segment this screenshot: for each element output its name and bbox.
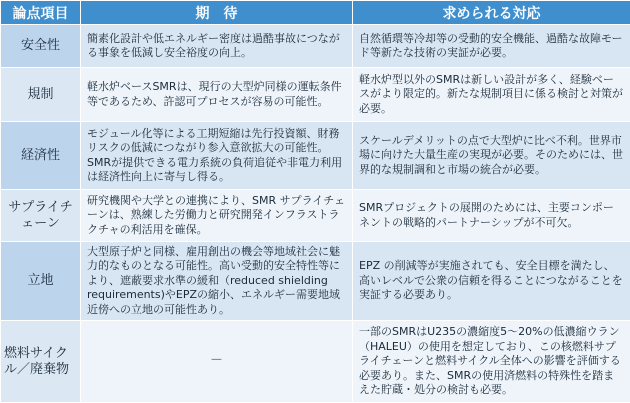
- table-row: [1, 242, 630, 321]
- expectation-cell: 軽水炉ベースSMRは、現行の大型炉同様の運転条件等であるため、許認可プロセスが容易の可能性。: [81, 68, 353, 122]
- topic-cell: 安全性: [1, 25, 81, 68]
- header-topic: 論点項目: [1, 1, 81, 25]
- table-row: [1, 122, 630, 190]
- expectation-cell: 簡素化設計や低エネルギー密度は過酷事故につながる事象を低減し安全裕度の向上。: [81, 25, 353, 68]
- expectation-cell: モジュール化等による工期短縮は先行投資額、財務リスクの低減につながり参入意欲拡大の可能性。SMRが提供できる電力系統の負荷追従や非電力利用は経済性向上に寄与し得る。: [81, 122, 353, 190]
- table-row: [1, 25, 630, 68]
- topic-cell: 経済性: [1, 122, 81, 190]
- topic-cell: 立地: [1, 242, 81, 321]
- response-cell: 自然循環等冷却等の受動的安全機能、過酷な故障モード等新たな技術の実証が必要。: [353, 25, 630, 68]
- expectation-cell: 大型原子炉と同様、雇用創出の機会等地域社会に魅力的なものとなる可能性。高い受動的安全特性等により、遮蔽要求水準の緩和（reduced shielding requirements)やEPZの縮小、エネルギー需要地域近傍への立地の可能性あり。: [81, 242, 353, 321]
- table-row: [1, 321, 630, 403]
- response-cell: SMRプロジェクトの展開のためには、主要コンポーネントの戦略的パートナーシップが不可欠。: [353, 190, 630, 242]
- header-expectation: 期 待: [81, 1, 353, 25]
- response-cell: 一部のSMRはU235の濃縮度5～20%の低濃縮ウラン（HALEU）の使用を想定しており、この核燃料サプライチェーンと燃料サイクル全体への影響を評価する必要あり。また、SMRの使用済燃料の特殊性を踏まえた貯蔵・処分の検討も必要。: [353, 321, 630, 403]
- expectation-cell: 研究機関や大学との連携により、SMR サプライチェーンは、熟練した労働力と研究開発インフラストラクチャの利活用を確保。: [81, 190, 353, 242]
- topic-cell: 燃料サイクル／廃棄物: [1, 321, 81, 403]
- response-cell: スケールデメリットの点で大型炉に比べ不利。世界市場に向けた大量生産の実現が必要。そのためには、世界的な規制調和と市場の統合が必要。: [353, 122, 630, 190]
- response-cell: 軽水炉型以外のSMRは新しい設計が多く、経験ベースがより限定的。新たな規制項目に係る検討と対策が必要。: [353, 68, 630, 122]
- topic-cell: 規制: [1, 68, 81, 122]
- table-row: [1, 68, 630, 122]
- topic-cell: サプライチェーン: [1, 190, 81, 242]
- header-response: 求められる対応: [353, 1, 630, 25]
- table-row: [1, 190, 630, 242]
- response-cell: EPZ の削減等が実施されても、安全目標を満たし、高いレベルで公衆の信頼を得ることにつながることを実証する必要あり。: [353, 242, 630, 321]
- expectation-cell: －: [81, 321, 353, 403]
